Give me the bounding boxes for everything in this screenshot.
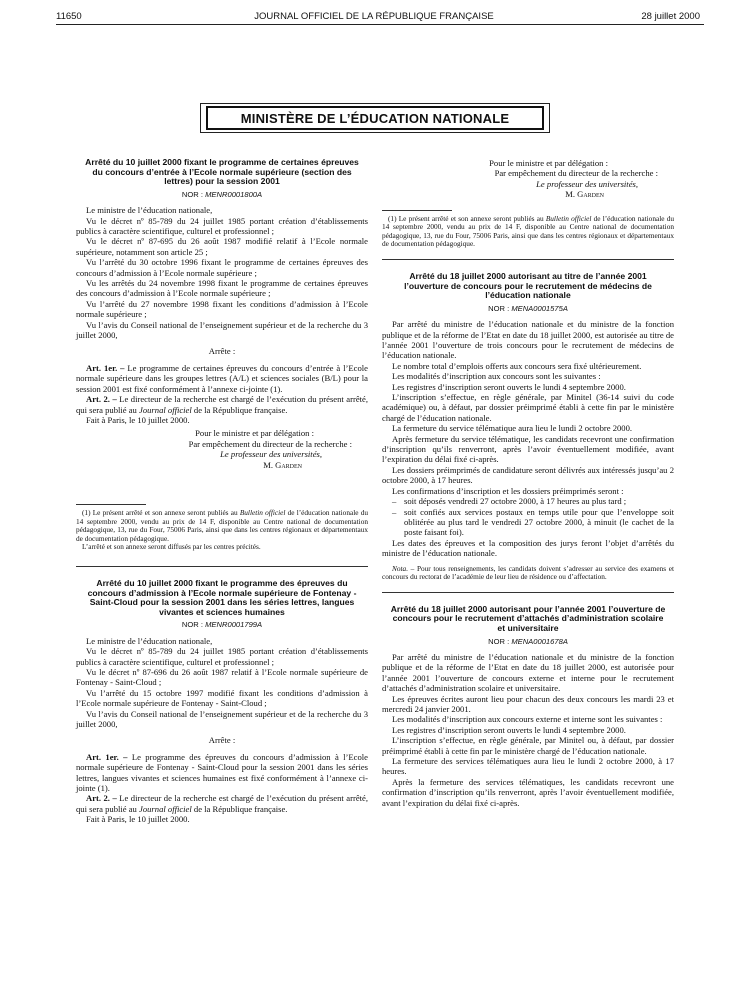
- a1-signatory: M. Garden: [263, 459, 302, 470]
- article-4-nor: NOR : MENA0001678A: [488, 636, 568, 646]
- a1-fait: Fait à Paris, le 10 juillet 2000.: [86, 414, 190, 425]
- a3-para: Le nombre total d’emplois offerts aux concours sera fixé ultérieurement.: [392, 360, 642, 371]
- header-rule: [56, 24, 704, 25]
- a2-sig-line: Pour le ministre et par délégation :: [489, 158, 608, 168]
- footnote-rule: [76, 504, 146, 505]
- a2-footnote: (1) Le présent arrêté et son annexe seront publiés au Bulletin officiel de l’éducation nationale du 14 septembre 2000, vendu au prix de 14 F, disponible au Centre national de documentation pédagogique, 13, rue du Four, 75006 Paris, ainsi que dans les centres régionaux et départementaux de documentation pédagogique.: [382, 213, 674, 249]
- a3-list-item: – soit confiés aux services postaux en temps utile pour que l’enveloppe soit oblitérée au plus tard le vendredi 27 octobre 2000, à minuit (le cachet de la poste faisant foi).: [392, 506, 674, 538]
- a2-fait: Fait à Paris, le 10 juillet 2000.: [86, 814, 190, 825]
- a3-para: Les modalités d’inscription aux concours sont les suivantes :: [392, 371, 601, 382]
- a4-para: Les modalités d’inscription aux concours externe et interne sont les suivantes :: [392, 714, 663, 725]
- ministry-title: MINISTÈRE DE L’ÉDUCATION NATIONALE: [206, 106, 544, 130]
- a3-para: L’inscription s’effectue, en règle générale, par Minitel (36-14 suivi du code académique) ou, à défaut, par dossier préimprimé établi à cette fin par le ministère chargé de l’éducation nationale.: [382, 392, 674, 423]
- a3-para: Les dates des épreuves et la composition des jurys feront l’objet d’arrêtés du ministre de l’éducation nationale.: [382, 537, 674, 559]
- a4-para: Après la fermeture des services télématiques, les candidats recevront une confirmation d’inscription qu’ils renverront, après l’avoir éventuellement modifiée, avant l’expiration du délai fixé ci-après.: [382, 776, 674, 808]
- a2-para: Vu le décret nº 85-789 du 24 juillet 1985 portant création d’établissements publics à caractère scientifique, culturel et professionnel ;: [76, 646, 368, 667]
- page-number: 11650: [56, 11, 82, 22]
- a3-para: Les confirmations d’inscription et les dossiers préimprimés seront :: [392, 485, 624, 496]
- issue-date: 28 juillet 2000: [641, 11, 700, 22]
- ministry-banner: [200, 103, 550, 133]
- a2-para: Le ministre de l’éducation nationale,: [86, 635, 213, 646]
- footnote-rule: [382, 210, 452, 211]
- article-separator: [382, 592, 674, 593]
- a1-sig-line: Par empêchement du directeur de la recherche :: [188, 438, 352, 449]
- a3-nota: Nota. – Pour tous renseignements, les candidats doivent s’adresser au service des examens et concours du rectorat de l’académie de leur lieu de résidence ou d’affectation.: [382, 563, 674, 582]
- a4-para: Les épreuves écrites auront lieu pour chacun des deux concours les mardi 23 et mercredi 24 janvier 2001.: [382, 693, 674, 714]
- a1-para: Le ministre de l’éducation nationale,: [86, 205, 213, 216]
- a2-signatory: M. Garden: [565, 189, 604, 200]
- a1-art2: Art. 2. – Le directeur de la recherche est chargé de l’exécution du présent arrêté, qui sera publié au Journal officiel de la République française.: [76, 394, 368, 415]
- a4-para: Par arrêté du ministre de l’éducation nationale et du ministre de la fonction publique et de la réforme de l’Etat en date du 18 juillet 2000, est autorisée pour l’année 2001 l’ouverture de concours externe et interne pour le recrutement d’attachés d’administration scolaire et universitaire.: [382, 651, 674, 694]
- article-2-title: Arrêté du 10 juillet 2000 fixant le programme des épreuves du concours d’admission à l’Ecole normale supérieure de Fontenay - Saint-Cloud pour la session 2001 dans les séries lettres, langues vivantes et sciences humaines: [87, 577, 357, 617]
- a3-para: Par arrêté du ministre de l’éducation nationale et du ministre de la fonction publique et de la réforme de l’Etat en date du 18 juillet 2000, est autorisée au titre de l’année 2001 l’ouverture de trois concours pour le recrutement de médecins de l’éducation nationale.: [382, 319, 674, 361]
- a2-art1: Art. 1er. – Le programme des épreuves du concours d’admission à l’Ecole normale supérieure de Fontenay - Saint-Cloud pour la session 2001 dans les séries lettres, langues vivantes et sciences humaines est fixé conformément à l’annexe ci-jointe (1).: [76, 751, 368, 793]
- a3-para: Après fermeture du service télématique, les candidats recevront une confirmation d’inscription qu’ils renverront, après l’avoir éventuellement modifiée, avant l’expiration du délai fixé ci-après.: [382, 433, 674, 465]
- a2-art2: Art. 2. – Le directeur de la recherche est chargé de l’exécution du présent arrêté, qui sera publié au Journal officiel de la République française.: [76, 793, 368, 814]
- article-separator: [76, 566, 368, 567]
- a2-sig-line: Le professeur des universités,: [536, 178, 638, 189]
- a1-footnote: (1) Le présent arrêté et son annexe seront publiés au Bulletin officiel de l’éducation nationale du 14 septembre 2000, vendu au prix de 14 F, disponible au Centre national de documentation pédagogique, 13, rue du Four, 75006 Paris, ainsi que dans les centres régionaux et départementaux de documentation pédagogique. L’arrêté et son annexe seront diffusés par les centres précités.: [76, 507, 368, 552]
- article-1-title: Arrêté du 10 juillet 2000 fixant le programme de certaines épreuves du concours d’entrée à l’Ecole normale supérieure (section des lettres) pour la session 2001: [85, 157, 359, 187]
- right-column: [382, 158, 674, 808]
- journal-title: JOURNAL OFFICIEL DE LA RÉPUBLIQUE FRANÇAISE: [254, 11, 494, 22]
- a1-para: Vu le décret nº 87-695 du 26 août 1987 modifié relatif à l’Ecole normale supérieure, notamment son article 25 ;: [76, 236, 368, 257]
- article-4-title: Arrêté du 18 juillet 2000 autorisant pour l’année 2001 l’ouverture de concours pour le recrutement d’attachés d’administration scolaire et universitaire: [390, 603, 666, 633]
- a1-para: Vu les arrêtés du 24 novembre 1998 fixant le programme de certaines épreuves des concours d’admission à l’Ecole normale supérieure ;: [76, 278, 368, 299]
- left-column: [76, 158, 368, 825]
- a4-para: Les registres d’inscription seront ouverts le lundi 4 septembre 2000.: [392, 724, 626, 735]
- a2-sig-line: Par empêchement du directeur de la recherche :: [494, 168, 658, 179]
- a3-list-item: – soit déposés vendredi 27 octobre 2000, à 17 heures au plus tard ;: [392, 496, 627, 507]
- article-1-nor: NOR : MENR0001800A: [181, 189, 263, 199]
- a2-arrete: Arrête :: [208, 735, 236, 746]
- a1-para: Vu l’avis du Conseil national de l’enseignement supérieur et de la recherche du 3 juillet 2000,: [76, 319, 368, 341]
- a1-para: Vu l’arrêté du 30 octobre 1996 fixant le programme de certaines épreuves des concours d’admission à l’Ecole normale supérieure ;: [76, 257, 368, 278]
- a1-para: Vu le décret nº 85-789 du 24 juillet 1985 portant création d’établissements publics à caractère scientifique, culturel et professionnel ;: [76, 215, 368, 236]
- a4-para: La fermeture des services télématiques aura lieu le lundi 2 octobre 2000, à 17 heures.: [382, 755, 674, 777]
- a1-sig-line: Pour le ministre et par délégation :: [195, 428, 314, 439]
- a1-sig-line: Le professeur des universités,: [220, 449, 322, 460]
- a1-art1: Art. 1er. – Le programme de certaines épreuves du concours d’entrée à l’Ecole normale supérieure dans les groupes lettres (A/L) et sciences sociales (B/L) pour la session 2001 est fixé conformément à l’annexe ci-jointe (1).: [76, 362, 368, 394]
- a3-para: La fermeture du service télématique aura lieu le lundi 2 octobre 2000.: [392, 423, 633, 434]
- article-2-nor: NOR : MENR0001799A: [181, 620, 263, 630]
- article-separator: [382, 259, 674, 260]
- a3-para: Les dossiers préimprimés de candidature seront délivrés aux intéressés jusqu’au 2 octobre 2000, à 17 heures.: [382, 464, 674, 486]
- page-header: [0, 8, 748, 24]
- article-3-nor: NOR : MENA0001575A: [488, 303, 568, 313]
- a1-para: Vu l’arrêté du 27 novembre 1998 fixant les conditions d’admission à l’Ecole normale supérieure ;: [76, 298, 368, 320]
- a2-para: Vu l’arrêté du 15 octobre 1997 modifié fixant les conditions d’admission à l’Ecole normale supérieure de Fontenay - Saint-Cloud ;: [76, 687, 368, 709]
- article-3-title: Arrêté du 18 juillet 2000 autorisant au titre de l’année 2001 l’ouverture de concours pour le recrutement de médecins de l’éducation nationale: [404, 271, 652, 301]
- a2-para: Vu l’avis du Conseil national de l’enseignement supérieur et de la recherche du 3 juillet 2000,: [76, 708, 368, 729]
- a2-para: Vu le décret nº 87-696 du 26 août 1987 relatif à l’Ecole normale supérieure de Fontenay - Saint-Cloud ;: [76, 666, 368, 688]
- a1-arrete: Arrête :: [208, 346, 236, 357]
- a3-para: Les registres d’inscription seront ouverts le lundi 4 septembre 2000.: [392, 381, 626, 392]
- a4-para: L’inscription s’effectue, en règle générale, par Minitel ou, à défaut, par dossier préimprimé établi à cette fin par le ministère chargé de l’éducation nationale.: [382, 735, 674, 756]
